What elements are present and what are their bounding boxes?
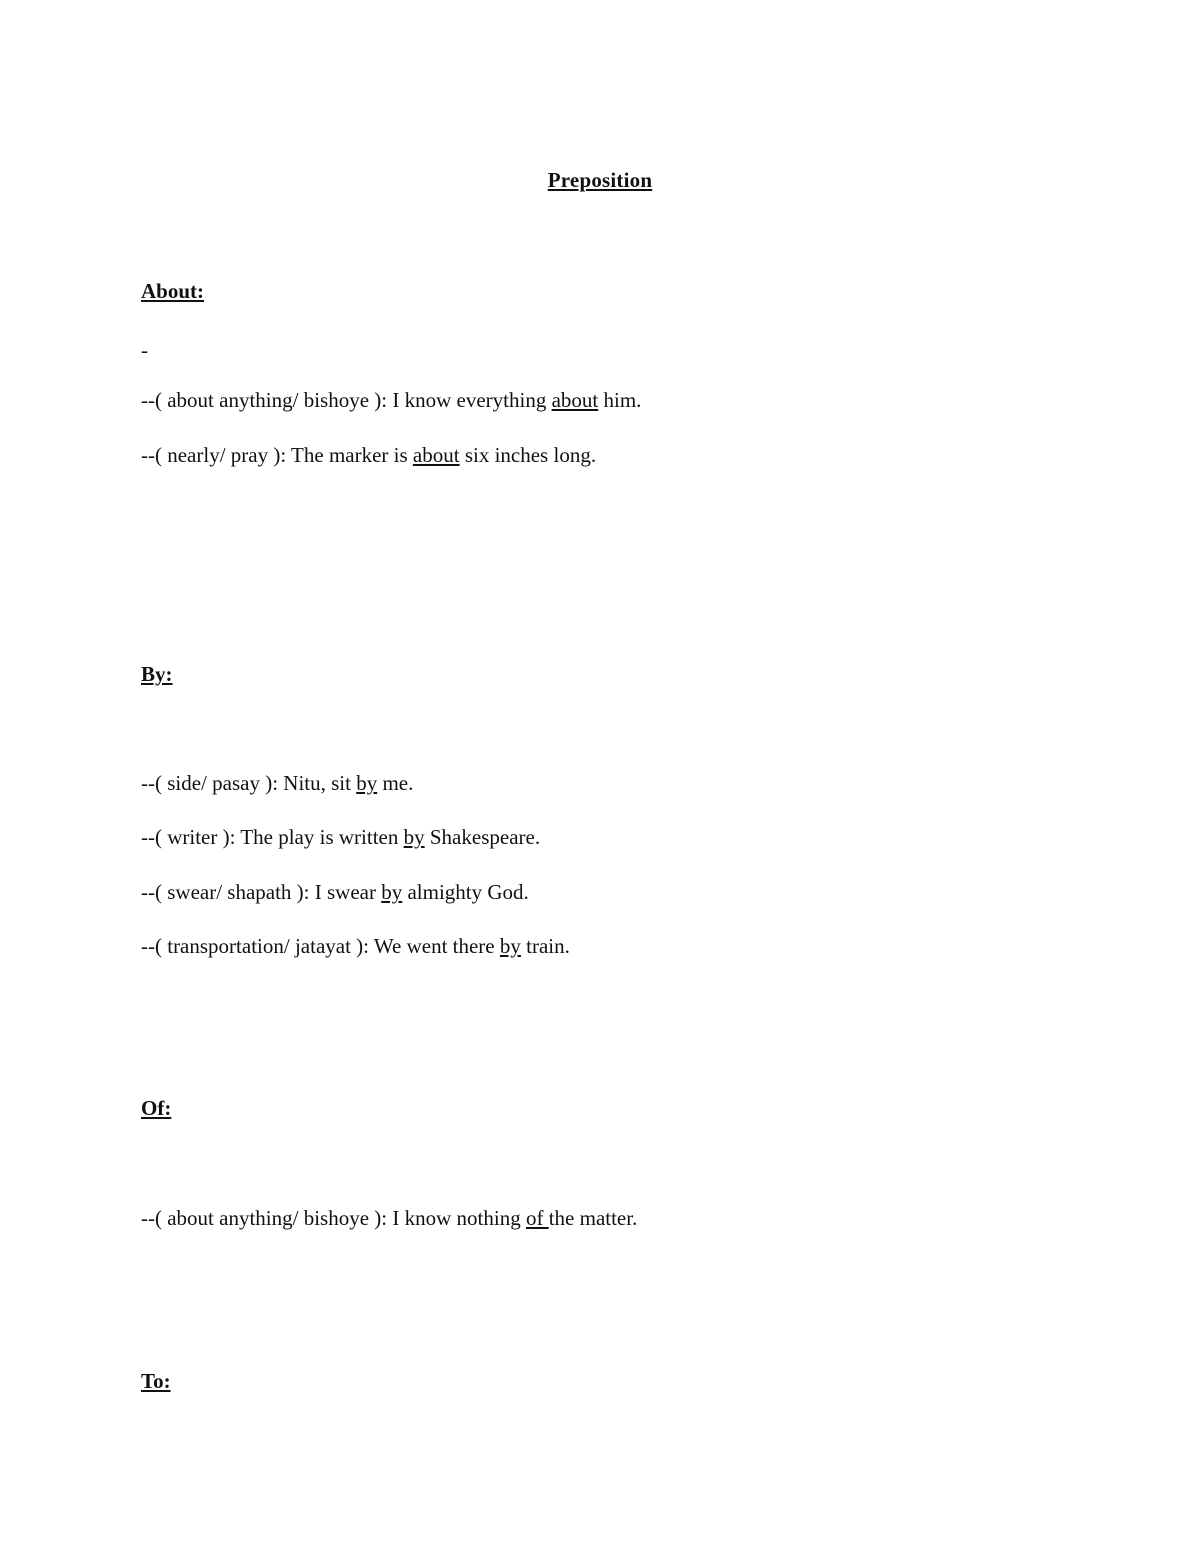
example-line bbox=[141, 934, 570, 959]
example-suffix: almighty God. bbox=[402, 880, 529, 904]
example-line bbox=[141, 1206, 637, 1231]
example-suffix: six inches long. bbox=[459, 443, 597, 467]
example-prefix: --( about anything/ bishoye ): I know everything bbox=[141, 388, 552, 412]
example-line bbox=[141, 388, 641, 413]
section-heading-of: Of: bbox=[141, 1096, 172, 1120]
section-heading-to: To: bbox=[141, 1369, 171, 1393]
example-keyword: about bbox=[551, 388, 599, 412]
example-suffix: train. bbox=[520, 934, 570, 958]
example-prefix: --( about anything/ bishoye ): I know nothing bbox=[141, 1206, 526, 1230]
example-suffix: the matter. bbox=[548, 1206, 638, 1230]
example-keyword: of bbox=[525, 1206, 549, 1230]
example-suffix: him. bbox=[598, 388, 642, 412]
example-keyword: by bbox=[381, 880, 403, 904]
blank-marker: - bbox=[141, 338, 148, 362]
example-keyword: by bbox=[499, 934, 521, 958]
example-prefix: --( writer ): The play is written bbox=[141, 825, 404, 849]
example-line bbox=[141, 880, 529, 905]
example-line bbox=[141, 825, 540, 850]
example-keyword: about bbox=[412, 443, 460, 467]
example-line bbox=[141, 443, 596, 468]
example-suffix: Shakespeare. bbox=[424, 825, 541, 849]
example-line bbox=[141, 771, 413, 796]
example-prefix: --( nearly/ pray ): The marker is bbox=[141, 443, 413, 467]
example-keyword: by bbox=[356, 771, 378, 795]
example-prefix: --( transportation/ jatayat ): We went there bbox=[141, 934, 500, 958]
example-keyword: by bbox=[403, 825, 425, 849]
section-heading-about: About: bbox=[141, 279, 205, 303]
example-suffix: me. bbox=[377, 771, 414, 795]
page-title: Preposition bbox=[547, 168, 653, 192]
example-prefix: --( swear/ shapath ): I swear bbox=[141, 880, 382, 904]
example-prefix: --( side/ pasay ): Nitu, sit bbox=[141, 771, 357, 795]
section-heading-by: By: bbox=[141, 662, 173, 686]
